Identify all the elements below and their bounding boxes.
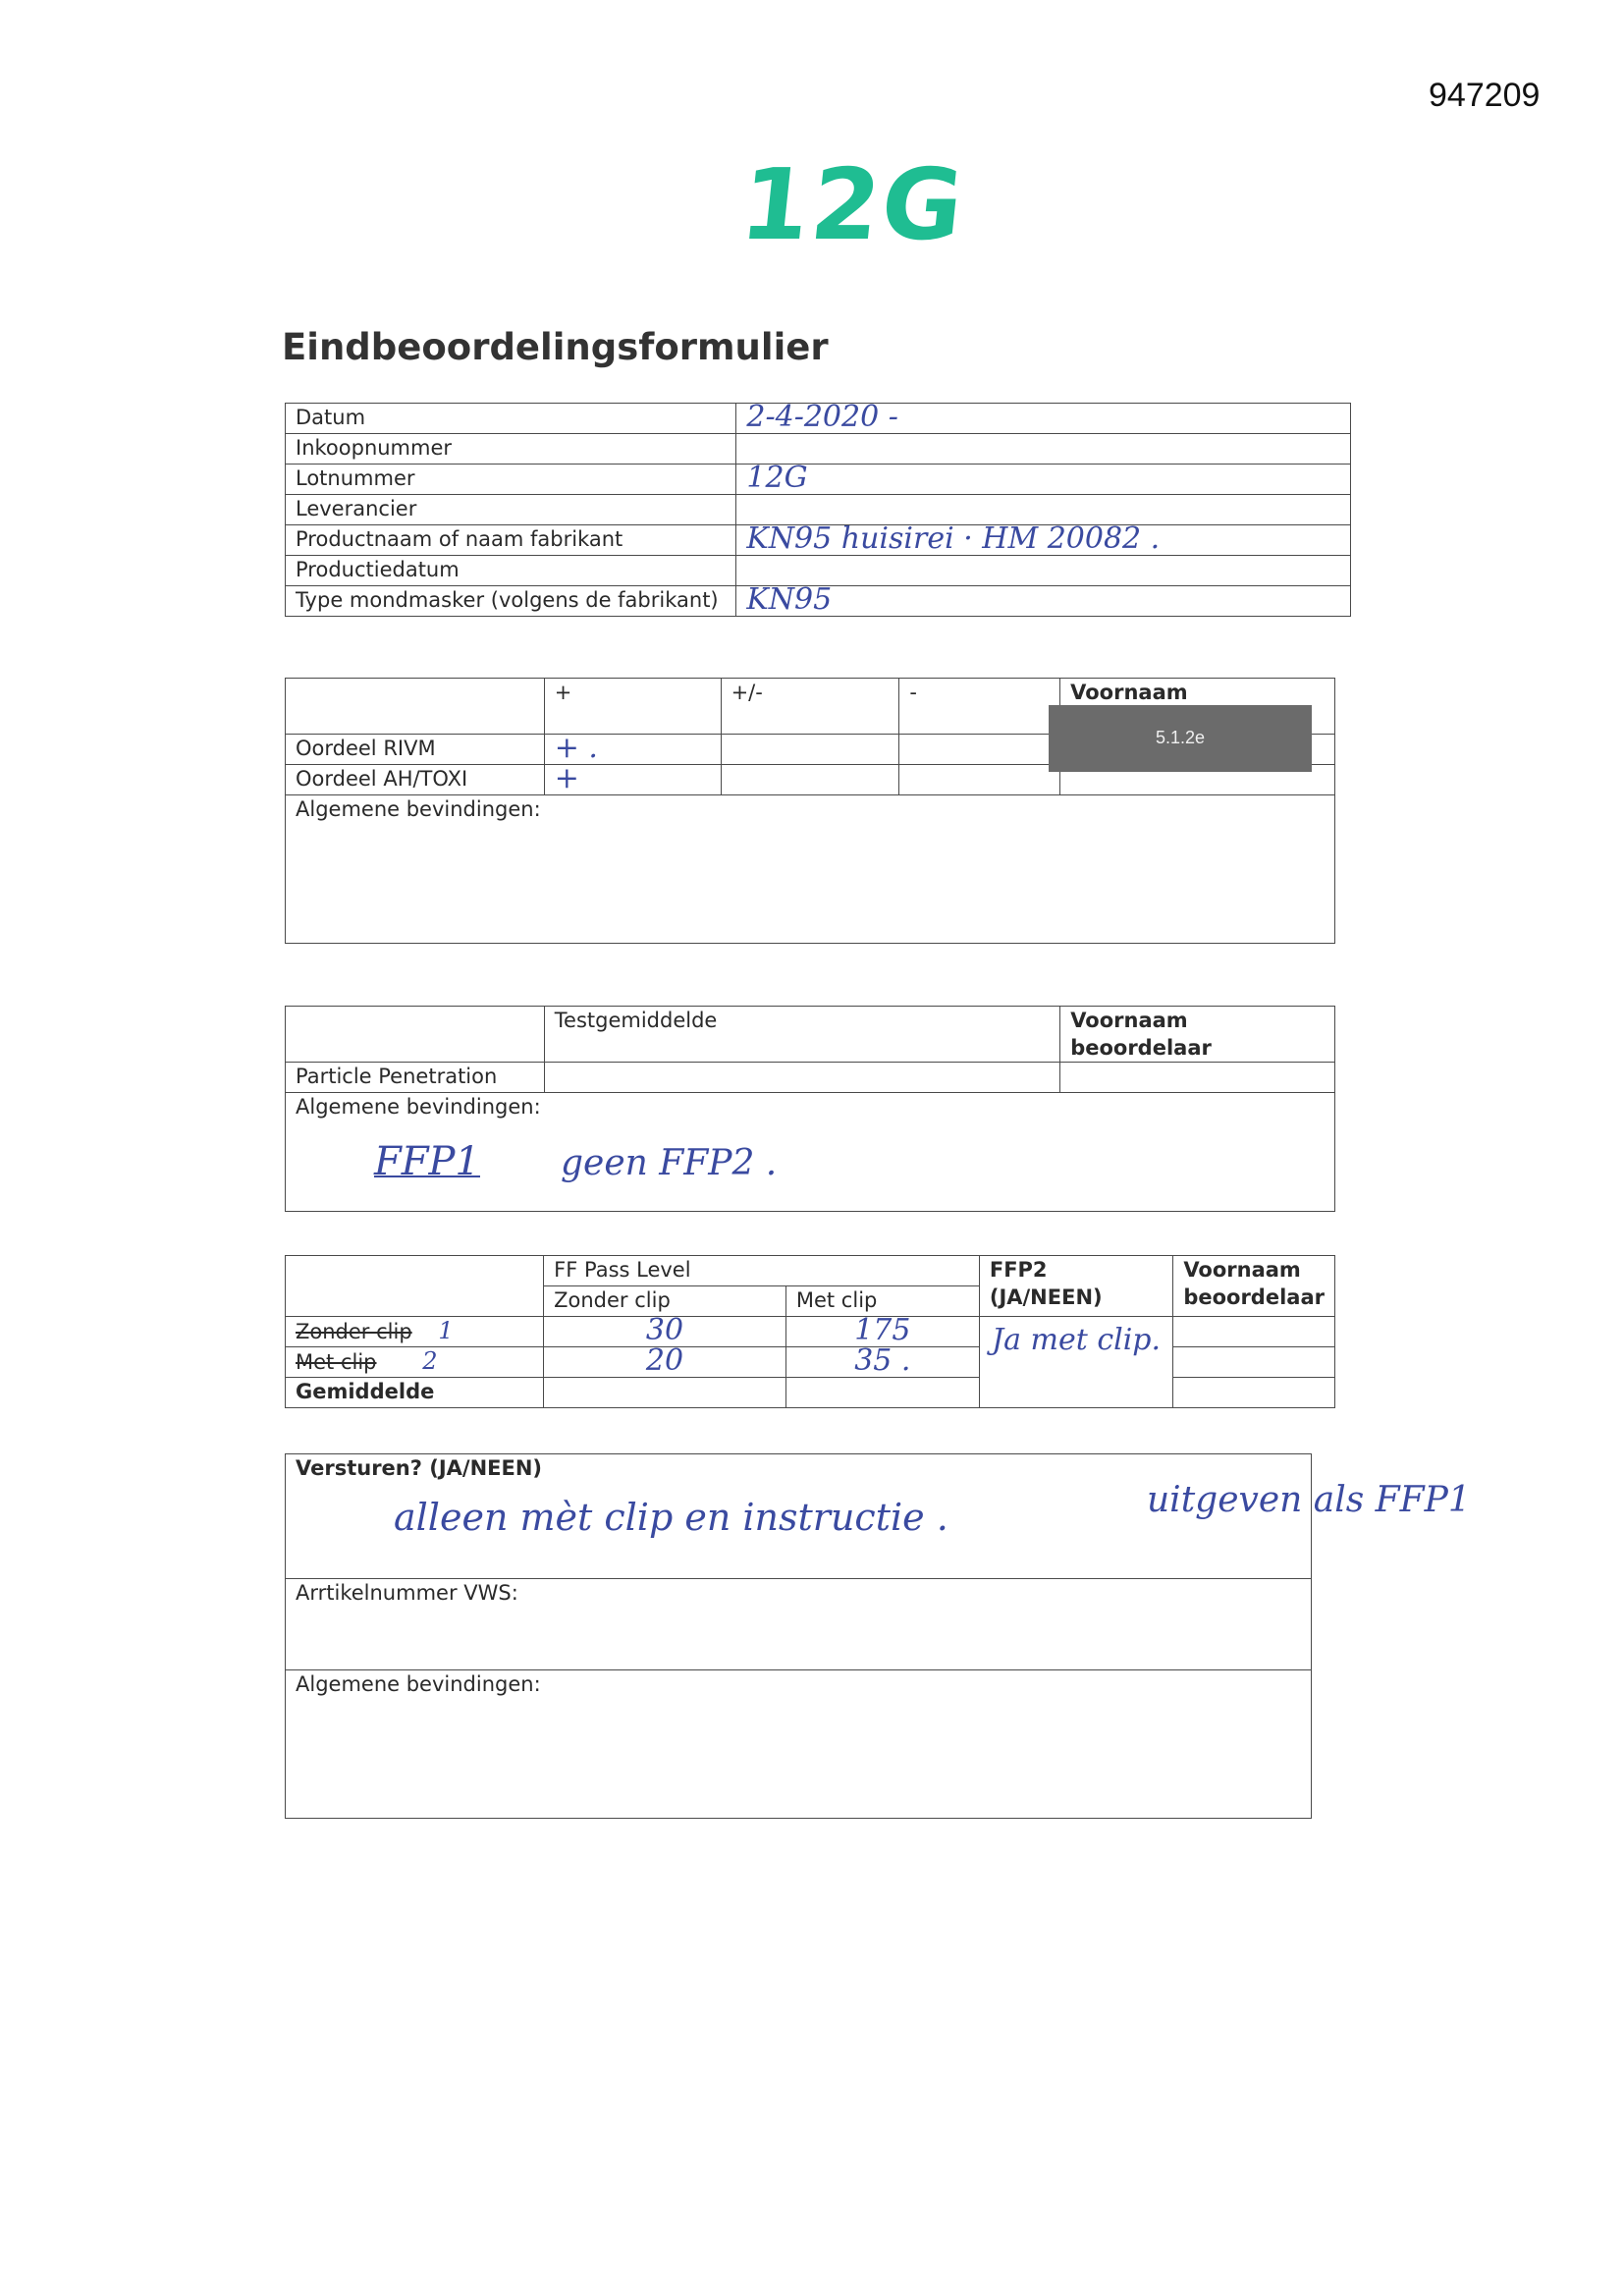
ff-row-zonder-label xyxy=(286,1317,544,1347)
ff-row-met-zonderclip: 20 xyxy=(544,1347,786,1378)
particle-penetration-reviewer xyxy=(1060,1063,1335,1093)
versturen-hw-main: alleen mèt clip en instructie . xyxy=(394,1496,948,1539)
info-row xyxy=(286,556,1351,586)
oordeel-rivm-plus: + . xyxy=(544,735,721,765)
ff-row-zonder-text: Zonder clip xyxy=(296,1320,412,1343)
gemiddelde-reviewer xyxy=(1173,1378,1335,1408)
info-label: Datum xyxy=(286,404,736,434)
document-number: 947209 xyxy=(1429,77,1541,114)
info-row xyxy=(286,525,1351,556)
info-row xyxy=(286,495,1351,525)
oordeel-rivm-plusminus xyxy=(721,735,899,765)
plus-header: + xyxy=(544,679,721,735)
particle-empty-header xyxy=(286,1007,545,1063)
ff-empty-header xyxy=(286,1256,544,1317)
plusminus-header: +/- xyxy=(721,679,899,735)
ff-row-met-metclip: 35 . xyxy=(785,1347,979,1378)
oordeel-rivm-label: Oordeel RIVM xyxy=(286,735,545,765)
send-findings-cell: Algemene bevindingen: xyxy=(286,1670,1312,1819)
info-value: KN95 xyxy=(736,586,1351,617)
reviewer-header: Voornaam xyxy=(1060,679,1335,735)
ff-row-zonder-metclip: 175 xyxy=(785,1317,979,1347)
info-value xyxy=(736,556,1351,586)
ff-row-zonder-hw: 1 xyxy=(438,1317,454,1344)
rivm-findings: Algemene bevindingen: xyxy=(286,795,1335,944)
redaction-box: 5.1.2e xyxy=(1049,705,1312,772)
met-clip-subheader: Met clip xyxy=(785,1286,979,1317)
particle-findings xyxy=(286,1093,1335,1212)
info-value xyxy=(736,495,1351,525)
ff-row-met-label xyxy=(286,1347,544,1378)
particle-penetration-label: Particle Penetration xyxy=(286,1063,545,1093)
ff-row-zonder-zonderclip: 30 xyxy=(544,1317,786,1347)
info-label: Productnaam of naam fabrikant xyxy=(286,525,736,556)
info-row xyxy=(286,465,1351,495)
info-value xyxy=(736,434,1351,465)
info-label: Productiedatum xyxy=(286,556,736,586)
ff-row-met-reviewer xyxy=(1173,1347,1335,1378)
particle-reviewer-header: Voornaam beoordelaar xyxy=(1060,1007,1335,1063)
particle-findings-hw-geen: geen FFP2 . xyxy=(561,1143,778,1183)
info-value: KN95 huisirei · HM 20082 . xyxy=(736,525,1351,556)
particle-penetration-value xyxy=(544,1063,1059,1093)
oordeel-ah-label: Oordeel AH/TOXI xyxy=(286,765,545,795)
info-value: 12G xyxy=(736,465,1351,495)
form-title: Eindbeoordelingsformulier xyxy=(282,326,829,368)
zonder-clip-subheader: Zonder clip xyxy=(544,1286,786,1317)
particle-table xyxy=(285,1006,1335,1212)
minus-header: - xyxy=(899,679,1060,735)
info-table xyxy=(285,400,1351,617)
gemiddelde-met xyxy=(785,1378,979,1408)
info-label: Type mondmasker (volgens de fabrikant) xyxy=(286,586,736,617)
ff-reviewer-header: Voornaam beoordelaar xyxy=(1173,1256,1335,1317)
info-value: 2-4-2020 - xyxy=(736,404,1351,434)
oordeel-ah-plus: + xyxy=(544,765,721,795)
oordeel-rivm-minus xyxy=(899,735,1060,765)
info-row xyxy=(286,404,1351,434)
info-label: Leverancier xyxy=(286,495,736,525)
info-label: Inkoopnummer xyxy=(286,434,736,465)
ff-pass-level-header: FF Pass Level xyxy=(544,1256,980,1286)
ff-row-met-hw: 2 xyxy=(422,1347,438,1375)
ff-row-zonder-reviewer xyxy=(1173,1317,1335,1347)
versturen-hw-side: uitgeven als FFP1 xyxy=(1147,1480,1471,1520)
ff-table xyxy=(285,1255,1335,1408)
oordeel-ah-plusminus xyxy=(721,765,899,795)
lot-stamp: 12G xyxy=(734,147,971,262)
info-row xyxy=(286,586,1351,617)
particle-findings-label: Algemene bevindingen: xyxy=(296,1095,541,1119)
ffp2-value: Ja met clip. xyxy=(979,1317,1172,1408)
gemiddelde-label: Gemiddelde xyxy=(286,1378,544,1408)
ff-row-met-text: Met clip xyxy=(296,1350,377,1374)
oordeel-ah-minus xyxy=(899,765,1060,795)
article-number-cell: Arrtikelnummer VWS: xyxy=(286,1579,1312,1670)
info-row xyxy=(286,434,1351,465)
testgemiddelde-header: Testgemiddelde xyxy=(544,1007,1059,1063)
info-label: Lotnummer xyxy=(286,465,736,495)
ffp2-header: FFP2 (JA/NEEN) xyxy=(979,1256,1172,1317)
gemiddelde-zonder xyxy=(544,1378,786,1408)
versturen-label: Versturen? (JA/NEEN) xyxy=(296,1456,543,1480)
particle-findings-hw-ffp1: FFP1 xyxy=(374,1139,480,1184)
rivm-empty-header xyxy=(286,679,545,735)
